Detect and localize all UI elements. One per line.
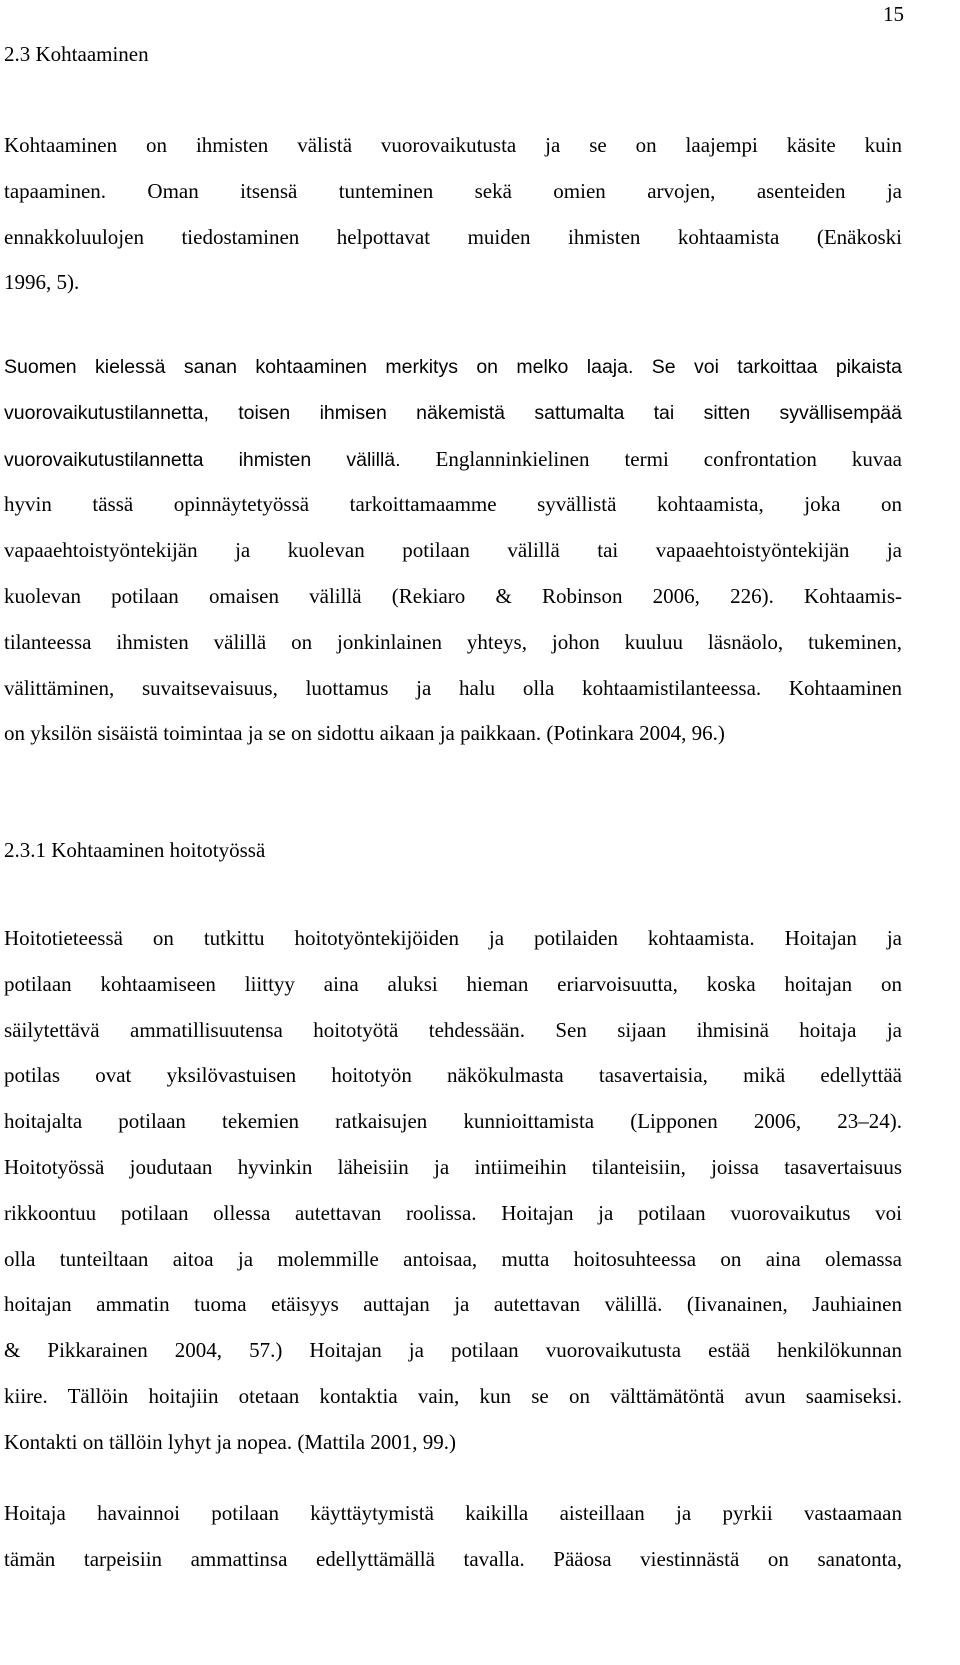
text-line: kuolevan potilaan omaisen välillä (Rekiaro & Robinson 2006, 226). Kohtaamis- [4,583,902,608]
text-line: välittäminen, suvaitsevaisuus, luottamus ja halu olla kohtaamistilanteessa. Kohtaaminen [4,675,902,700]
text-line: vuorovaikutustilannetta, toisen ihmisen näkemistä sattumalta tai sitten syvällisempää [4,401,902,424]
text-line: Hoitaja havainnoi potilaan käyttäytymistä kaikilla aisteillaan ja pyrkii vastaamaan [4,1501,902,1525]
text-line: olla tunteiltaan aitoa ja molemmille antoisaa, mutta hoitosuhteessa on aina olemassa [4,1246,902,1271]
text-line: Kohtaaminen on ihmisten välistä vuorovaikutusta ja se on laajempi käsite kuin [4,133,902,157]
text-line: Suomen kielessä sanan kohtaaminen merkitys on melko laaja. Se voi tarkoittaa pikaista [4,356,902,378]
text-line: hoitajalta potilaan tekemien ratkaisujen kunnioittamista (Lipponen 2006, 23–24). [4,1109,902,1134]
text-line: vapaaehtoistyöntekijän ja kuolevan potilaan välillä tai vapaaehtoistyöntekijän ja [4,538,902,563]
text-line: ennakkoluulojen tiedostaminen helpottavat muiden ihmisten kohtaamista (Enäkoski [4,224,902,249]
text-line [4,445,902,491]
subsection-heading: 2.3.1 Kohtaaminen hoitotyössä [4,838,266,862]
text-line: hoitajan ammatin tuoma etäisyys auttajan ja autettavan välillä. (Iivanainen, Jauhiainen [4,1292,902,1317]
text-line: Hoitotyössä joudutaan hyvinkin läheisiin ja intiimeihin tilanteisiin, joissa tasavertaisuus [4,1154,902,1179]
text-fragment: vuorovaikutustilannetta ihmisten välillä. [4,448,401,471]
text-line: säilytettävä ammatillisuutensa hoitotyötä tehdessään. Sen sijaan ihmisinä hoitaja ja [4,1017,902,1042]
text-line: hyvin tässä opinnäytetyössä tarkoittamaamme syvällistä kohtaamista, joka on [4,492,902,517]
page-number: 15 [883,2,904,26]
text-line: kiire. Tällöin hoitajiin otetaan kontaktia vain, kun se on välttämätöntä avun saamiseksi. [4,1383,902,1408]
text-line: potilas ovat yksilövastuisen hoitotyön näkökulmasta tasavertaisia, mikä edellyttää [4,1063,902,1088]
text-line: 1996, 5). [4,270,80,295]
paragraph-2 [4,353,902,765]
text-line: tilanteessa ihmisten välillä on jonkinlainen yhteys, johon kuuluu läsnäolo, tukeminen, [4,629,902,654]
text-fragment: Englanninkielinen termi confrontation kuvaa [400,446,902,471]
text-line: on yksilön sisäistä toimintaa ja se on sidottu aikaan ja paikkaan. (Potinkara 2004, 96.) [4,721,725,746]
paragraph-4 [4,1499,902,1591]
text-line: tapaaminen. Oman itsensä tunteminen sekä omien arvojen, asenteiden ja [4,178,902,203]
text-line: & Pikkarainen 2004, 57.) Hoitajan ja potilaan vuorovaikutusta estää henkilökunnan [4,1338,902,1363]
text-line: Hoitotieteessä on tutkittu hoitotyöntekijöiden ja potilaiden kohtaamista. Hoitajan ja [4,926,902,950]
text-line: tämän tarpeisiin ammattinsa edellyttämällä tavalla. Pääosa viestinnästä on sanatonta, [4,1546,902,1571]
section-heading: 2.3 Kohtaaminen [4,42,149,66]
text-line: Kontakti on tällöin lyhyt ja nopea. (Mattila 2001, 99.) [4,1429,457,1454]
text-line: rikkoontuu potilaan ollessa autettavan roolissa. Hoitajan ja potilaan vuorovaikutus voi [4,1200,902,1225]
paragraph-1 [4,131,902,314]
paragraph-3 [4,924,902,1474]
text-line: potilaan kohtaamiseen liittyy aina aluksi hieman eriarvoisuutta, koska hoitajan on [4,971,902,996]
